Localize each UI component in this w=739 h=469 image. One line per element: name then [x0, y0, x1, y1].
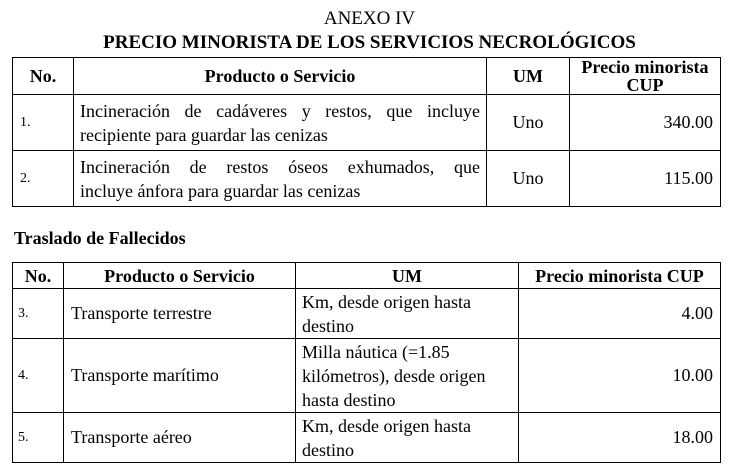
row-price: 10.00 [519, 339, 721, 413]
row-number: 5. [13, 413, 64, 463]
header-price: Precio minorista CUP [519, 263, 721, 289]
transport-table [12, 262, 721, 463]
row-price: 115.00 [570, 151, 721, 207]
row-um-line: Km, desde origen hasta [302, 291, 471, 312]
table-header-row [13, 58, 721, 95]
row-um-line: Km, desde origen hasta [302, 415, 471, 436]
row-um: Uno [487, 151, 570, 207]
row-description-line: Incineración de cadáveres y restos, que incluye [80, 100, 480, 121]
table-row [13, 151, 721, 207]
header-product: Producto o Servicio [74, 58, 487, 95]
row-number: 4. [13, 339, 64, 413]
header-price [570, 58, 721, 95]
header-no: No. [13, 58, 74, 95]
row-number: 2. [13, 151, 74, 207]
row-number: 3. [13, 289, 64, 339]
row-um [296, 289, 519, 339]
row-um [296, 413, 519, 463]
header-price-line2: CUP [626, 75, 664, 95]
row-description: Transporte aéreo [64, 413, 296, 463]
row-description [74, 95, 487, 151]
table-row [13, 95, 721, 151]
row-price: 18.00 [519, 413, 721, 463]
header-um: UM [487, 58, 570, 95]
row-um-line: destino [302, 315, 354, 336]
header-um: UM [296, 263, 519, 289]
row-description-line: incluye ánfora para guardar las cenizas [80, 180, 361, 201]
header-price-line1: Precio minorista [581, 57, 709, 77]
row-um-line: hasta destino [302, 389, 396, 410]
row-description: Transporte marítimo [64, 339, 296, 413]
row-description-line: recipiente para guardar las cenizas [80, 124, 328, 145]
row-um-line: destino [302, 439, 354, 460]
page-title: PRECIO MINORISTA DE LOS SERVICIOS NECROLÓGICOS [103, 32, 636, 53]
table-row [13, 339, 721, 413]
row-um-line: Milla náutica (=1.85 [302, 341, 450, 362]
table-row [13, 289, 721, 339]
section-title: Traslado de Fallecidos [14, 228, 186, 248]
header-no: No. [13, 263, 64, 289]
row-um [296, 339, 519, 413]
row-price: 340.00 [570, 95, 721, 151]
table-header-row [13, 263, 721, 289]
annex-label: ANEXO IV [323, 8, 416, 29]
row-number: 1. [13, 95, 74, 151]
row-um-line: kilómetros), desde origen [302, 365, 486, 386]
row-description-line: Incineración de restos óseos exhumados, que [80, 156, 480, 177]
table-row [13, 413, 721, 463]
header-product: Producto o Servicio [64, 263, 296, 289]
row-description: Transporte terrestre [64, 289, 296, 339]
row-um: Uno [487, 95, 570, 151]
row-description [74, 151, 487, 207]
services-table [12, 57, 721, 207]
row-price: 4.00 [519, 289, 721, 339]
